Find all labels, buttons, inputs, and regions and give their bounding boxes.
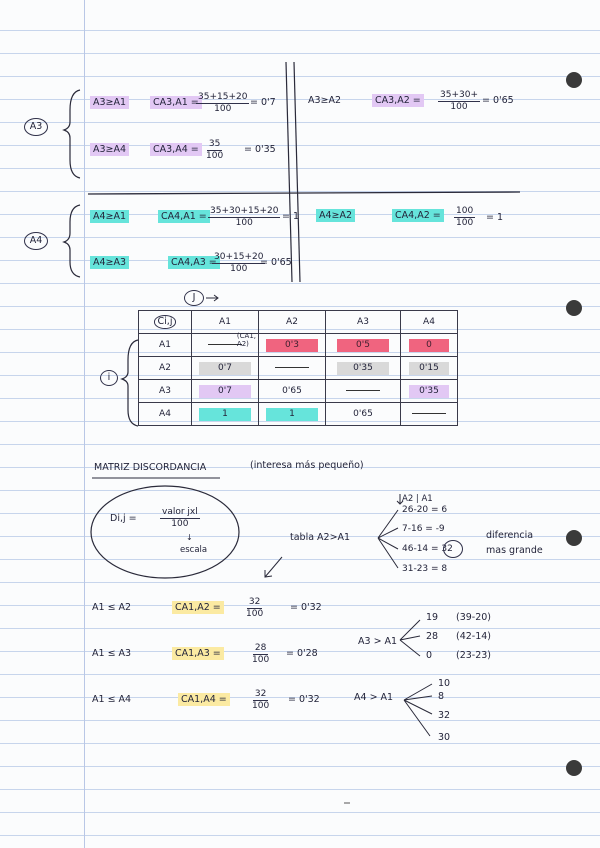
- diff-row: 46-14 = 32: [402, 544, 453, 554]
- matrix-corner: Ci,j: [139, 311, 192, 334]
- a3-a4-result: = 0'35: [244, 144, 276, 155]
- a4-a3-fraction: $\frac{30+15+20}{100}$: [214, 252, 264, 274]
- a3-circle-label: A3: [24, 118, 48, 136]
- result-value: = 0'32: [288, 694, 320, 705]
- a3-a1-pair: A3≥A1: [90, 97, 129, 109]
- branch-item: 10: [438, 678, 451, 689]
- matrix-cell: [326, 380, 401, 403]
- discordance-title: MATRIZ DISCORDANCIA: [94, 462, 207, 473]
- a3-a2-fraction: $\frac{35+30+}{100}$: [440, 90, 478, 112]
- concordance-matrix: [138, 310, 458, 426]
- a3-a1-term: CA3,A1 =: [150, 97, 202, 109]
- a3-a1-fraction: $\frac{35+15+20}{100}$: [198, 92, 248, 114]
- matrix-cell: 0'15: [401, 357, 458, 380]
- a4-circle-label: A4: [24, 232, 48, 250]
- a4-a2-fraction: $\frac{100}{100}$: [456, 206, 474, 228]
- matrix-row: [139, 380, 458, 403]
- branch-note: (39-20): [456, 612, 492, 623]
- formula-note: escala: [180, 545, 208, 555]
- a3-a2-term: CA3,A2 =: [372, 95, 424, 107]
- matrix-row-label: A1: [139, 334, 192, 357]
- a4-a1-pair: A4≥A1: [90, 211, 129, 223]
- a4-a3-term: CA4,A3 =: [168, 257, 220, 269]
- matrix-row: [139, 403, 458, 426]
- matrix-cell: 1: [192, 403, 259, 426]
- matrix-cell: 1: [259, 403, 326, 426]
- result-fraction: $\frac{28}{100}$: [252, 643, 270, 665]
- column-index-marker: J: [184, 290, 204, 306]
- diagonal-dash: [412, 413, 446, 414]
- result-fraction: $\frac{32}{100}$: [246, 597, 264, 619]
- branch-note: (42-14): [456, 631, 492, 642]
- a4-a1-term: CA4,A1 =: [158, 211, 210, 223]
- matrix-cell: 0'7: [192, 357, 259, 380]
- matrix-cell: 0'35: [401, 380, 458, 403]
- matrix-cell: 0: [401, 334, 458, 357]
- matrix-cell: [401, 403, 458, 426]
- diff-note: mas grande: [486, 545, 543, 556]
- result-value: = 0'28: [286, 648, 318, 659]
- matrix-cell: 0'35: [326, 357, 401, 380]
- a3-a4-term: CA3,A4 =: [150, 144, 202, 156]
- matrix-cell: [259, 357, 326, 380]
- result-fraction: $\frac{32}{100}$: [252, 689, 270, 711]
- a3-a1-branch-label: A3 > A1: [358, 636, 398, 647]
- matrix-col-header: A2: [259, 311, 326, 334]
- matrix-cell: 0'5: [326, 334, 401, 357]
- formula-lhs: Di,j =: [110, 513, 137, 524]
- branch-item: 8: [438, 691, 445, 702]
- result-pair: A1 ≤ A3: [92, 648, 132, 659]
- matrix-header-row: [139, 311, 458, 334]
- matrix-row-label: A3: [139, 380, 192, 403]
- result-term: CA1,A2 =: [172, 602, 224, 614]
- a4-a1-branch-label: A4 > A1: [354, 692, 394, 703]
- matrix-row-label: A2: [139, 357, 192, 380]
- matrix-cell: 0'65: [259, 380, 326, 403]
- max-diff-circle: [443, 540, 463, 558]
- formula-fraction: valor jxl 100: [162, 507, 198, 529]
- corner-note: (CA1, A2): [236, 332, 256, 348]
- a3-a1-result: = 0'7: [250, 97, 276, 108]
- a3-a2-result: = 0'65: [482, 95, 514, 106]
- diff-note: diferencia: [486, 530, 534, 541]
- result-pair: A1 ≤ A4: [92, 694, 132, 705]
- matrix-row-label: A4: [139, 403, 192, 426]
- branch-item: 32: [438, 710, 451, 721]
- matrix-cell: [192, 334, 259, 357]
- a3-a4-fraction: $\frac{35}{100}$: [206, 139, 224, 161]
- diff-row: 26-20 = 6: [402, 505, 448, 515]
- a4-a1-fraction: $\frac{35+30+15+20}{100}$: [210, 206, 279, 228]
- row-index-marker: i: [100, 370, 118, 386]
- matrix-col-header: A1: [192, 311, 259, 334]
- a3-a4-pair: A3≥A4: [90, 144, 129, 156]
- a4-a1-result: = 1: [282, 211, 300, 222]
- table-header: A2 | A1: [402, 494, 433, 504]
- diff-row: 7-16 = -9: [402, 524, 445, 534]
- diagonal-dash: [346, 390, 380, 391]
- result-term: CA1,A4 =: [178, 694, 230, 706]
- branch-item: 0: [426, 650, 433, 661]
- formula-arrow: ↓: [186, 533, 193, 542]
- a4-a2-term: CA4,A2 =: [392, 210, 444, 222]
- diagonal-dash: [275, 367, 309, 368]
- matrix-col-header: A4: [401, 311, 458, 334]
- branch-item: 28: [426, 631, 439, 642]
- a4-a3-result: = 0'65: [260, 257, 292, 268]
- matrix-cell: 0'7: [192, 380, 259, 403]
- a4-a3-pair: A4≥A3: [90, 257, 129, 269]
- matrix-row: [139, 357, 458, 380]
- a4-a2-result: = 1: [486, 212, 504, 223]
- a3-a2-pair: A3≥A2: [308, 95, 342, 106]
- matrix-cell: 0'3: [259, 334, 326, 357]
- diff-row: 31-23 = 8: [402, 564, 448, 574]
- result-value: = 0'32: [290, 602, 322, 613]
- table-label: tabla A2>A1: [290, 532, 351, 543]
- matrix-row: [139, 334, 458, 357]
- a4-a2-pair: A4≥A2: [316, 210, 355, 222]
- branch-item: 30: [438, 732, 451, 743]
- matrix-col-header: A3: [326, 311, 401, 334]
- discordance-subtitle: (interesa más pequeño): [250, 460, 364, 471]
- branch-note: (23-23): [456, 650, 492, 661]
- result-pair: A1 ≤ A2: [92, 602, 132, 613]
- branch-item: 19: [426, 612, 439, 623]
- result-term: CA1,A3 =: [172, 648, 224, 660]
- matrix-cell: 0'65: [326, 403, 401, 426]
